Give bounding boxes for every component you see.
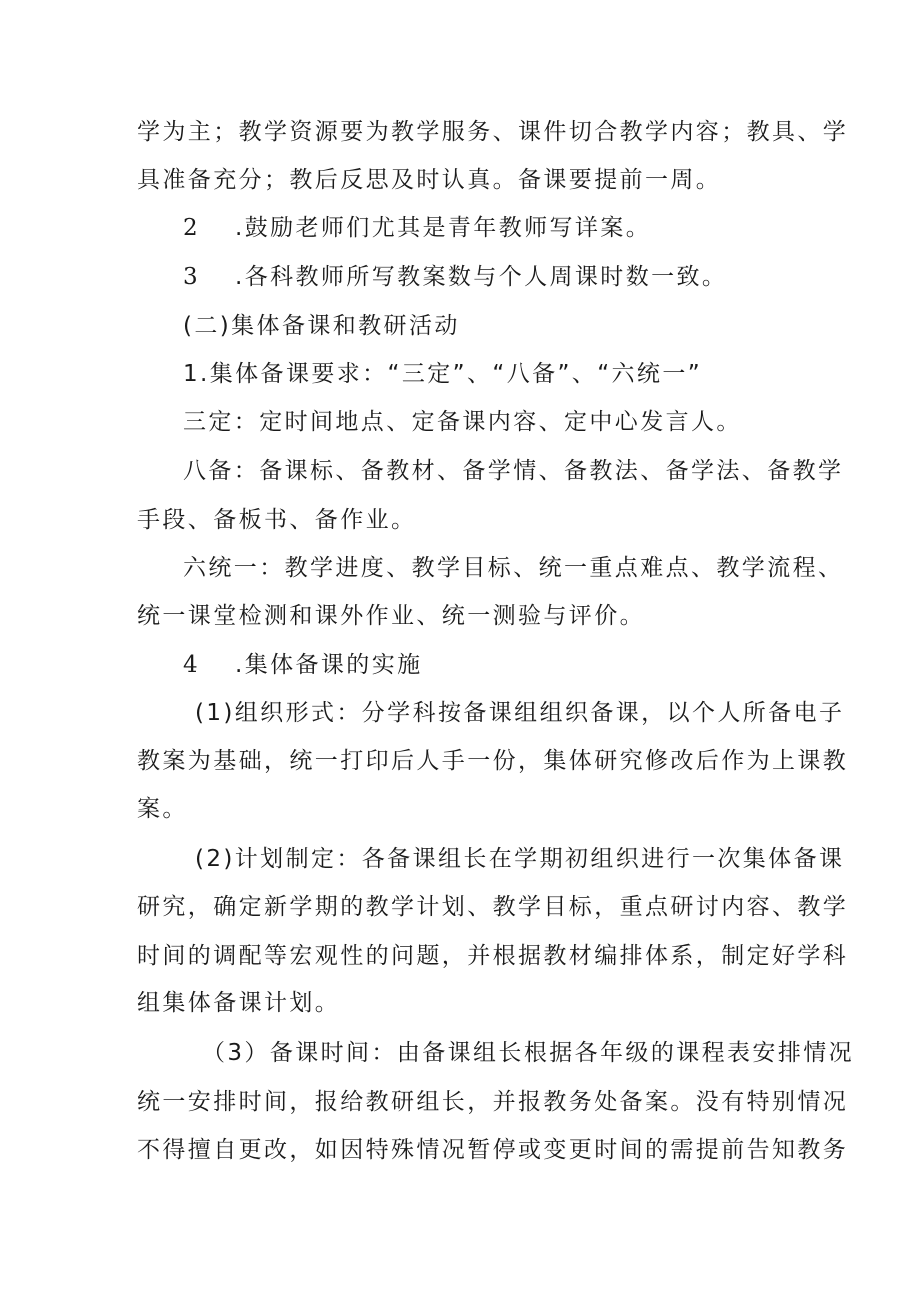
- paragraph-line: 手段、备板书、备作业。: [137, 507, 417, 533]
- requirement-line: 1.集体备课要求：“三定”、“八备”、“六统一”: [183, 361, 703, 387]
- paragraph-line: 组集体备课计划。: [137, 990, 341, 1016]
- list-text: .鼓励老师们尤其是青年教师写详案。: [235, 215, 652, 241]
- paragraph-line: （3）备课时间：由备课组长根据各年级的课程表安排情况: [202, 1040, 855, 1066]
- list-text: .各科教师所写教案数与个人周课时数一致。: [235, 264, 728, 290]
- list-item-4: [183, 650, 423, 680]
- paragraph-line: 案。: [137, 796, 188, 822]
- paragraph-line: 统一课堂检测和课外作业、统一测验与评价。: [137, 603, 645, 629]
- paragraph-line: 统一安排时间，报给教研组长，并报教务处备案。没有特别情况: [137, 1089, 849, 1115]
- list-item-2: [183, 213, 651, 243]
- paragraph-line: 三定：定时间地点、定备课内容、定中心发言人。: [183, 409, 742, 435]
- paragraph-line: 时间的调配等宏观性的问题，并根据教材编排体系，制定好学科: [137, 943, 849, 969]
- list-text: .集体备课的实施: [235, 652, 423, 678]
- paragraph-line: 具准备充分；教后反思及时认真。备课要提前一周。: [137, 167, 722, 193]
- list-number: 3: [183, 264, 201, 290]
- list-number: 2: [183, 215, 201, 241]
- paragraph-line: 教案为基础，统一打印后人手一份，集体研究修改后作为上课教: [137, 748, 849, 774]
- paragraph-line: 六统一：教学进度、教学目标、统一重点难点、教学流程、: [183, 555, 844, 581]
- paragraph-line: 不得擅自更改，如因特殊情况暂停或变更时间的需提前告知教务: [137, 1137, 849, 1163]
- paragraph-line: (1)组织形式：分学科按备课组组织备课，以个人所备电子: [195, 700, 845, 726]
- paragraph-line: 八备：备课标、备教材、备学情、备教法、备学法、备教学: [183, 458, 844, 484]
- list-number: 4: [183, 652, 201, 678]
- paragraph-line: 学为主；教学资源要为教学服务、课件切合教学内容；教具、学: [137, 119, 849, 145]
- paragraph-line: 研究，确定新学期的教学计划、教学目标，重点研讨内容、教学: [137, 894, 849, 920]
- list-item-3: [183, 262, 727, 292]
- paragraph-line: (2)计划制定：各备课组长在学期初组织进行一次集体备课: [195, 846, 845, 872]
- section-heading: (二)集体备课和教研活动: [183, 313, 460, 339]
